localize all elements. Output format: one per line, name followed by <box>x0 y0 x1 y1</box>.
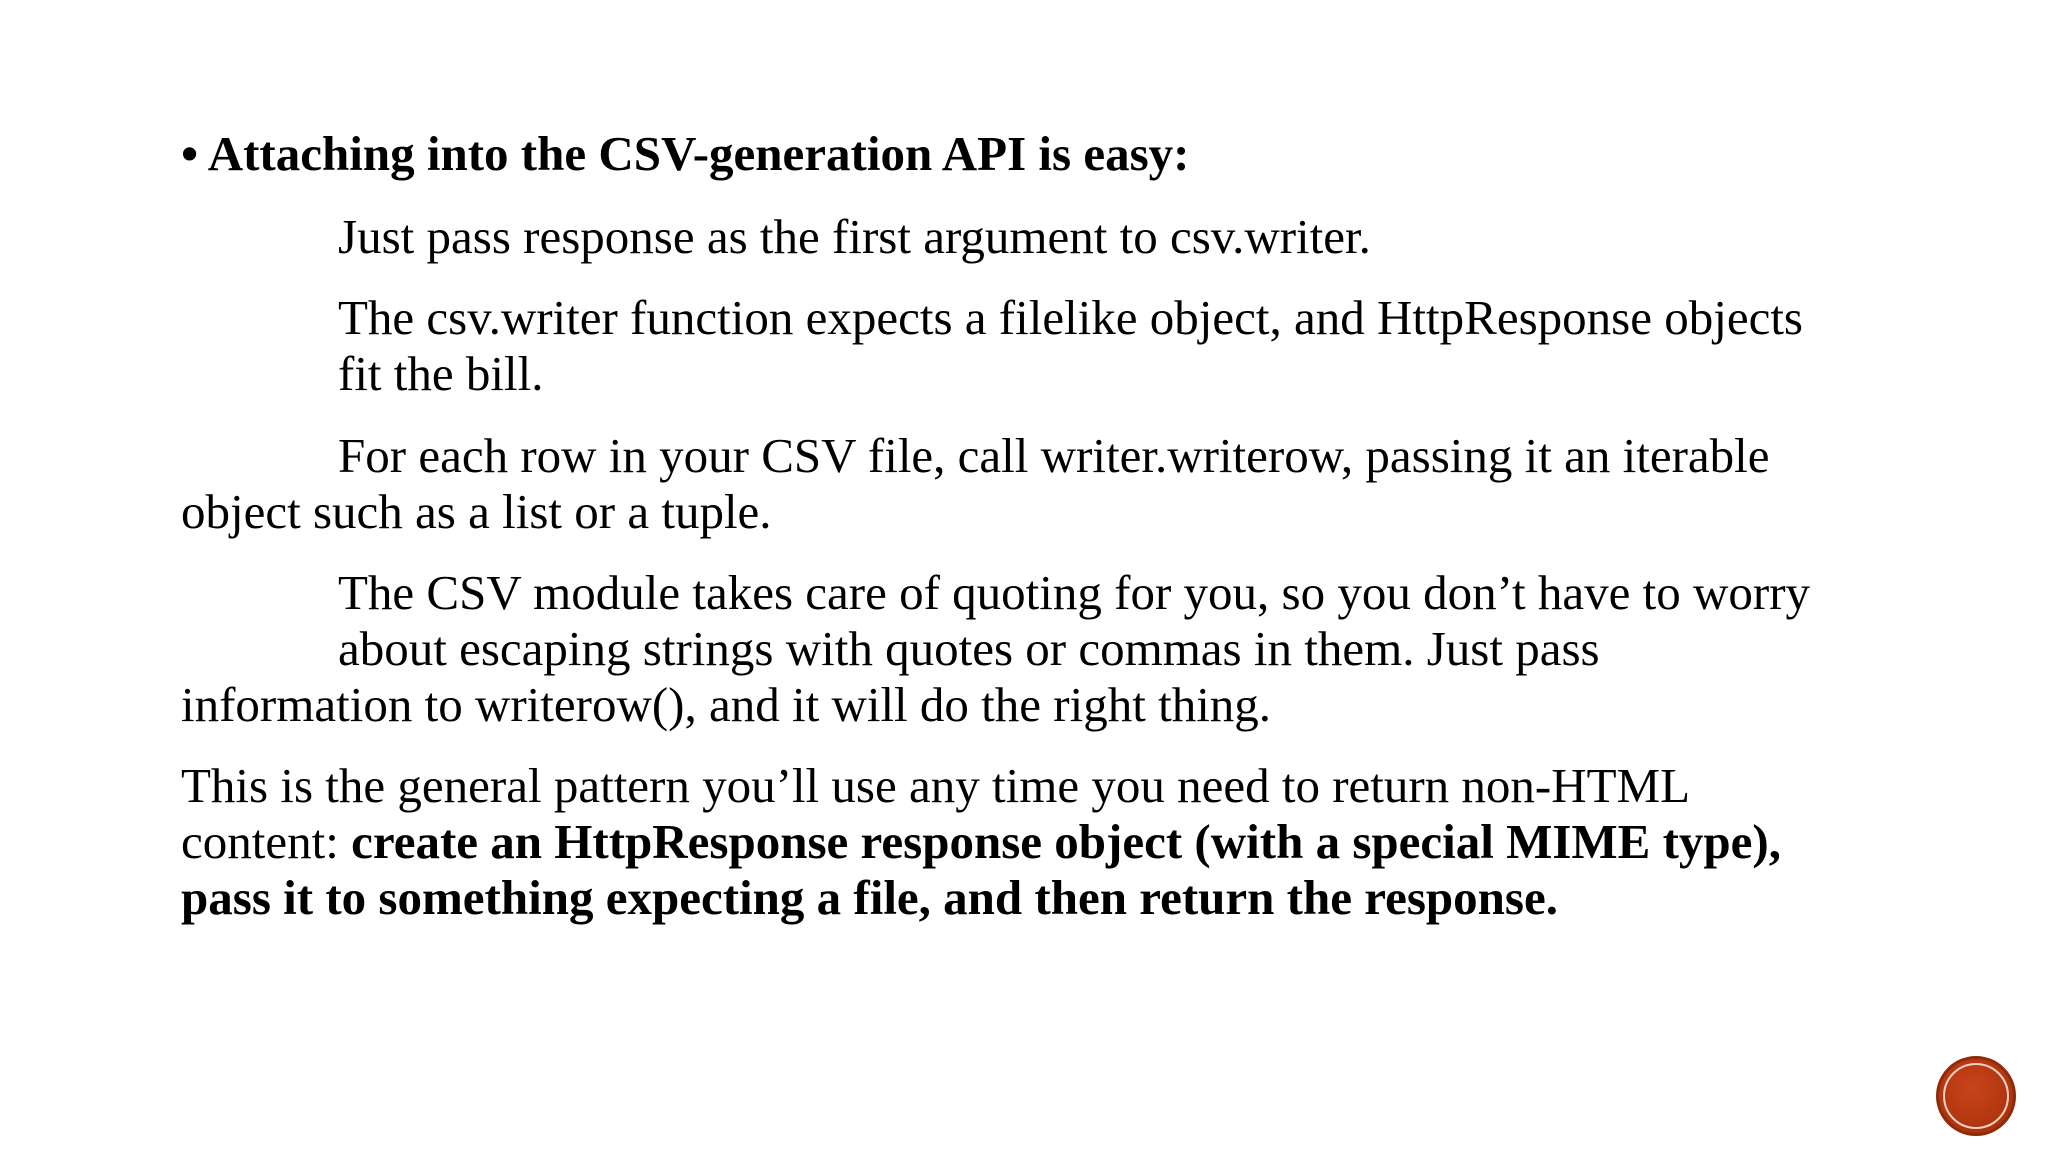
paragraph-3-line-2: object such as a list or a tuple. <box>181 484 772 539</box>
summary-line-2-bold: create an HttpResponse response object (with a special MIME type), <box>351 814 1781 869</box>
summary-line-2-plain: content: <box>181 814 352 869</box>
paragraph-4-line-2: about escaping strings with quotes or commas in them. Just pass <box>338 621 1600 676</box>
summary-line-3: pass it to something expecting a file, and then return the response. <box>181 870 1559 925</box>
heading-text: Attaching into the CSV-generation API is easy: <box>207 126 1190 181</box>
slide-badge-icon <box>1936 1056 2016 1136</box>
paragraph-1-line-1: Just pass response as the first argument to csv.writer. <box>338 209 1371 264</box>
paragraph-4-line-3: information to writerow(), and it will do the right thing. <box>181 677 1272 732</box>
bullet-heading <box>181 126 1189 182</box>
paragraph-2-line-2: fit the bill. <box>338 346 544 401</box>
paragraph-4-line-1: The CSV module takes care of quoting for you, so you don’t have to worry <box>338 565 1811 620</box>
summary-line-2 <box>181 814 1781 870</box>
bullet-marker: • <box>181 126 199 181</box>
summary-line-1: This is the general pattern you’ll use any time you need to return non-HTML <box>181 758 1691 813</box>
paragraph-2-line-1: The csv.writer function expects a filelike object, and HttpResponse objects <box>338 290 1803 345</box>
paragraph-3-line-1: For each row in your CSV file, call writer.writerow, passing it an iterable <box>338 428 1770 483</box>
